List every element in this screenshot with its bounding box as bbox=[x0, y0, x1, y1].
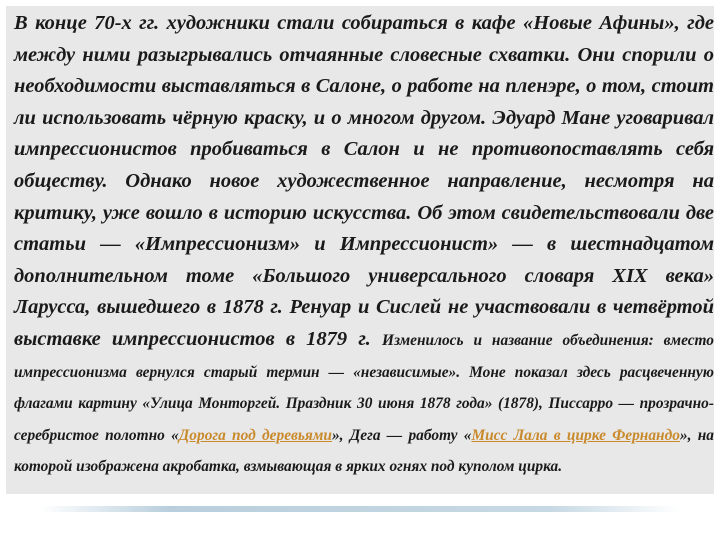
secondary-text-part3: », на которой изображена акробатка, взмывающая в ярких огнях под куполом цирка. bbox=[14, 426, 714, 476]
secondary-text-part2: », Дега — работу « bbox=[331, 426, 472, 444]
secondary-text-part1: Изменилось и название объединения: вместо импрессионизма вернулся старый термин — «независимые». Моне показал здесь расцвеченную флагами картину «Улица Монторгей. Праздник 30 июня 1878 года» (1878), Писсарро — прозрачно-серебристое полотно « bbox=[14, 331, 715, 444]
secondary-paragraph bbox=[14, 332, 714, 475]
link-miss-lala[interactable]: Мисс Лала в цирке Фернандо bbox=[471, 426, 680, 444]
main-paragraph: В конце 70-х гг. художники стали собираться в кафе «Новые Афины», где между ними разыгрывались отчаянные словесные схватки. Они спорили о необходимости выставляться в Салоне, о работе на пленэре, о том, стоит ли использовать чёрную краску, и о многом другом. Эдуард Мане уговаривал импрессионистов пробиваться в Салон и не противопоставлять себя обществу. Однако новое художественное направление, несмотря на критику, уже вошло в историю искусства. Об этом свидетельствовали две статьи — «Импрессионизм» и Импрессионист» — в шестнадцатом дополнительном томе «Большого универсального словаря XIX века» Ларусса, вышедшего в 1878 г. Ренуар и Сислей не участвовали в четвёртой выставке импрессионистов в 1879 г. bbox=[14, 12, 714, 350]
text-block bbox=[14, 8, 714, 482]
link-road-under-trees[interactable]: Дорога под деревьями bbox=[178, 426, 332, 444]
text-panel bbox=[6, 6, 714, 494]
decorative-bottom-bar bbox=[40, 506, 680, 512]
